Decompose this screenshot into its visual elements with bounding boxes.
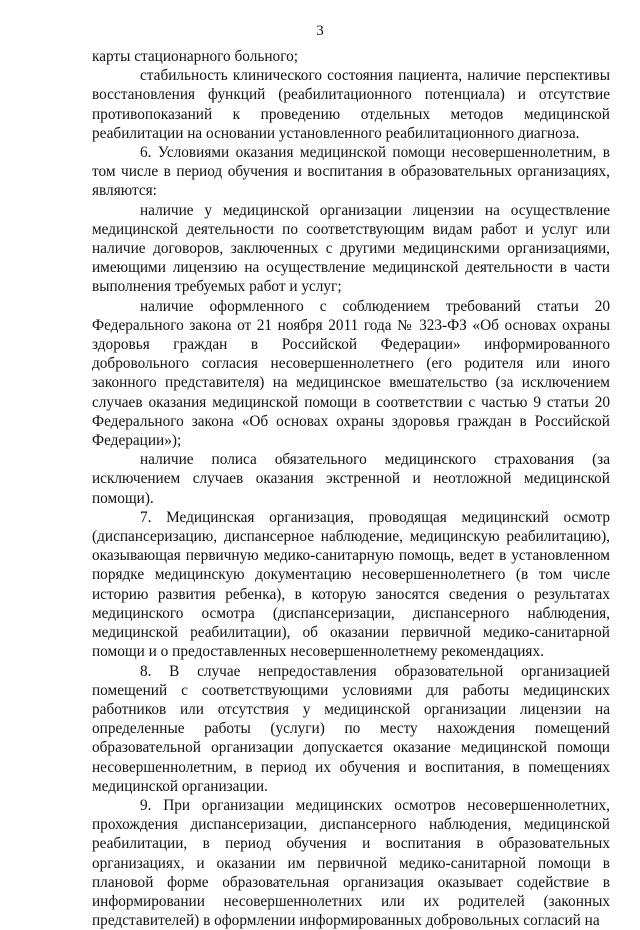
page-number: 3 (316, 23, 324, 39)
paragraph-continuation: карты стационарного больного; (92, 48, 298, 65)
paragraph-item-6: 6. Условиями оказания медицинской помощи несовершеннолетним, в том числе в период обучения и воспитания в образовательных организациях, являются: (92, 144, 610, 200)
paragraph-item-7: 7. Медицинская организация, проводящая медицинский осмотр (диспансеризацию, диспансерное наблюдение, медицинскую реабилитацию), оказывающая первичную медико-санитарную помощь, ведет в установленном порядке медицинскую документацию несовершеннолетнего (в том числе историю развития ребенка), в которую заносятся сведения о результатах медицинского осмотра (диспансеризации, диспансерного наблюдения, медицинской реабилитации), об оказании первичной медико-санитарной помощи и о предоставленных несовершеннолетнему рекомендациях. (92, 508, 610, 661)
paragraph-license-condition: наличие у медицинской организации лицензии на осуществление медицинской деятельности по соответствующим видам работ и услуг или наличие договоров, заключенных с другими медицинскими организациями, имеющими лицензию на осуществление медицинской деятельности в части выполнения требуемых работ и услуг; (92, 201, 610, 296)
paragraph-rehab-stability: стабильность клинического состояния пациента, наличие перспективы восстановления функций (реабилитационного потенциала) и отсутствие противопоказаний к проведению отдельных методов медицинской реабилитации на основании установленного реабилитационного диагноза. (92, 67, 610, 142)
paragraph-item-8: 8. В случае непредоставления образовательной организацией помещений с соответствующими условиями для работы медицинских работников или отсутствия у медицинской организации лицензии на определенные работы (услуги) по месту нахождения помещений образовательной организации допускается оказание медицинской помощи несовершеннолетним, в период их обучения и воспитания, в помещениях медицинской организации. (92, 662, 610, 795)
paragraph-consent-condition: наличие оформленного с соблюдением требований статьи 20 Федерального закона от 21 ноября 2011 года № 323-ФЗ «Об основах охраны здоровья граждан в Российской Федерации» информированного добровольного согласия несовершеннолетнего (его родителя или иного законного представителя) на медицинское вмешательство (за исключением случаев оказания медицинской помощи в соответствии с частью 9 статьи 20 Федерального закона «Об основах охраны здоровья граждан в Российской Федерации»); (92, 297, 610, 450)
paragraph-insurance-condition: наличие полиса обязательного медицинского страхования (за исключением случаев оказания экстренной и неотложной медицинской помощи). (92, 451, 610, 507)
document-body (92, 47, 610, 930)
paragraph-item-9: 9. При организации медицинских осмотров несовершеннолетних, прохождения диспансеризации, диспансерного наблюдения, медицинской реабилитации, в период обучения и воспитания в образовательных организациях, и оказании им первичной медико-санитарной помощи в плановой форме образовательная организация оказывает содействие в информировании несовершеннолетних или их родителей (законных представителей) в оформлении информированных добровольных согласий на (92, 796, 610, 930)
